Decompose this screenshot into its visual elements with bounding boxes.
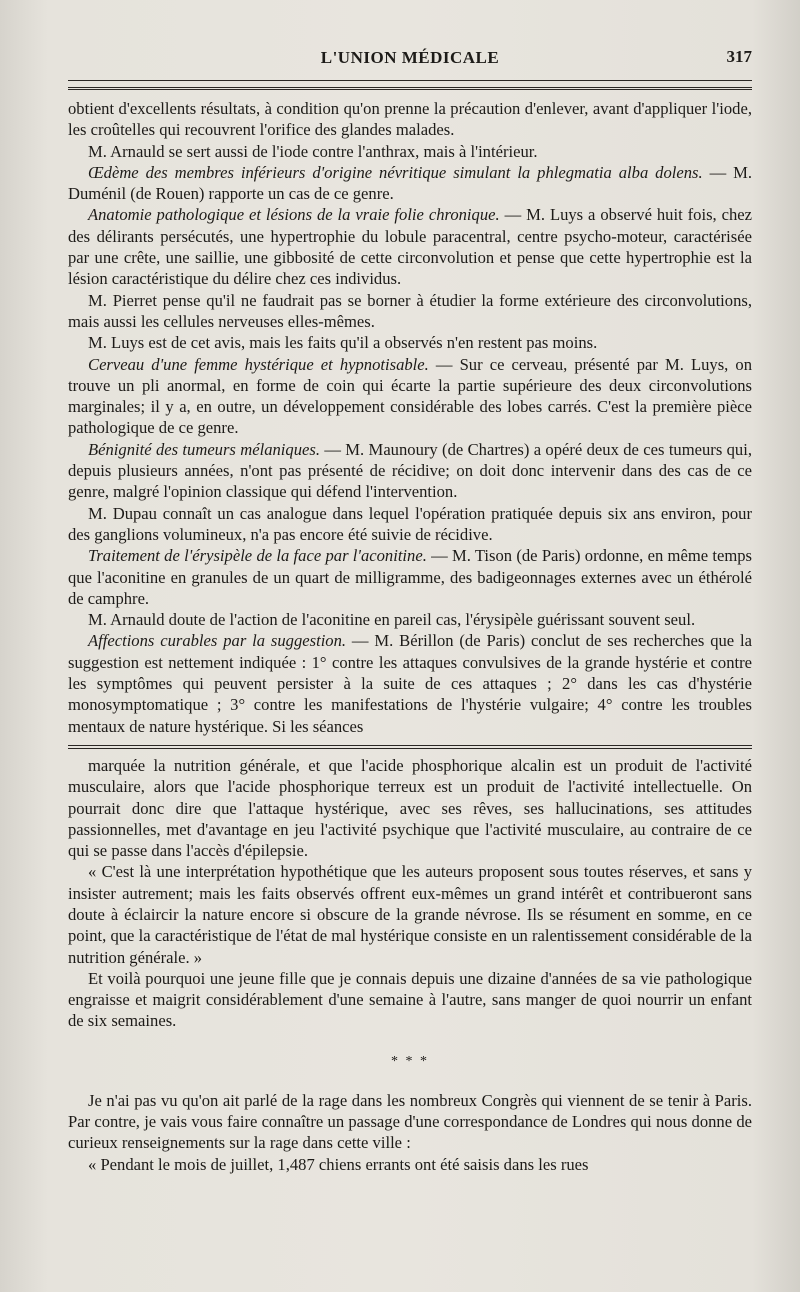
paragraph [68, 354, 752, 439]
paragraph: « C'est là une interprétation hypothétique que les auteurs proposent sous toutes réserves, et sans y insister autrement; mais les faits observés offrent eux-mêmes un grand intérêt et contribueront sans doute à éclaircir la nature encore si obscure de la grande névrose. Ils se résument en somme, en ce point, que la caractéristique de l'état de mal hystérique consiste en un ralentissement considérable de la nutrition générale. » [68, 862, 752, 967]
topic-heading: Bénignité des tumeurs mélaniques. [88, 439, 320, 459]
header-rule [68, 80, 752, 81]
topic-heading: Œdème des membres inférieurs d'origine névritique simulant la phlegmatia alba dolens. [88, 162, 703, 182]
paragraph [68, 162, 752, 205]
paragraph: M. Luys est de cet avis, mais les faits qu'il a observés n'en restent pas moins. [88, 333, 598, 353]
running-title: L'UNION MÉDICALE [320, 48, 500, 67]
paragraph-text: — Sur ce cerveau, présenté par M. Luys, on trouve un pli anormal, en forme de coin qui écarte la partie supérieure des deux circonvolutions marginales; il y a, en outre, un développement considérable des lobes carrés. C'est la première pièce pathologique de ce genre. [68, 354, 752, 438]
header-double-rule [68, 87, 752, 90]
topic-heading: Affections curables par la suggestion. [88, 631, 347, 651]
topic-heading: Cerveau d'une femme hystérique et hypnotisable. [88, 354, 429, 374]
paragraph-text: — M. Bérillon (de Paris) conclut de ses recherches que la suggestion est nettement indiquée : 1° contre les attaques convulsives de la grande hystérie et contre les symptômes qui peuvent persister à la suite de ces attaques ; 2° dans les cas d'hystérie monosymptomatique ; 3° contre les manifestations de l'hystérie vulgaire; 4° contre les troubles mentaux de nature hystérique. Si les séances [68, 631, 752, 736]
paragraph: « Pendant le mois de juillet, 1,487 chiens errants ont été saisis dans les rues [88, 1154, 589, 1174]
paragraph-text: — M. Tison (de Paris) ordonne, en même temps que l'aconitine en granules de un quart de milligramme, des badigeonnages externes avec un éthérolé de camphre. [68, 546, 752, 608]
topic-heading: Anatomie pathologique et lésions de la vraie folie chronique. [88, 205, 500, 225]
paragraph-text: — M. Luys a observé huit fois, chez des délirants persécutés, une hypertrophie du lobule paracentral, centre psycho-moteur, caractérisée par une crête, une saillie, une gibbosité de cette circonvolution et pense que cette hypertrophie est la lésion caractéristique du délire chez ces individus. [68, 205, 752, 289]
paragraph: M. Dupau connaît un cas analogue dans lequel l'opération pratiquée depuis six ans environ, pour des ganglions volumineux, n'a pas encore été suivie de récidive. [68, 503, 752, 544]
page-header [68, 40, 752, 78]
paragraph: Je n'ai pas vu qu'on ait parlé de la rage dans les nombreux Congrès qui viennent de se tenir à Paris. Par contre, je vais vous faire connaître un passage d'une correspondance de Londres qui nous donne de curieux renseignements sur la rage dans cette ville : [68, 1090, 752, 1153]
section-divider-rule [68, 745, 752, 749]
page-number: 317 [726, 47, 752, 66]
paragraph [68, 545, 752, 609]
paragraph [68, 439, 752, 503]
paragraph: obtient d'excellents résultats, à condition qu'on prenne la précaution d'enlever, avant d'appliquer l'iode, les croûtelles qui recouvrent l'orifice des glandes malades. [68, 99, 752, 140]
paragraph: M. Arnauld doute de l'action de l'aconitine en pareil cas, l'érysipèle guérissant souvent seul. [88, 610, 696, 630]
paragraph: marquée la nutrition générale, et que l'acide phosphorique alcalin est un produit de l'activité musculaire, alors que l'acide phosphorique terreux est un produit de l'activité intellectuelle. On pourrait donc dire que l'attaque hystérique, avec ses rêves, ses hallucinations, ses attitudes passionnelles, met d'avantage en jeu l'activité psychique que l'activité musculaire, au contraire de ce qui se passe dans l'accès d'épilepsie. [68, 755, 752, 861]
paragraph-text: — M. Duménil (de Rouen) rapporte un cas de ce genre. [68, 162, 753, 204]
lower-column [68, 755, 752, 1175]
paragraph [68, 204, 752, 289]
paragraph: M. Pierret pense qu'il ne faudrait pas se borner à étudier la forme extérieure des circonvolutions, mais aussi les cellules nerveuses elles-mêmes. [68, 290, 752, 331]
topic-heading: Traitement de l'érysipèle de la face par l'aconitine. [88, 546, 427, 566]
upper-column [68, 98, 752, 737]
paragraph: M. Arnauld se sert aussi de l'iode contre l'anthrax, mais à l'intérieur. [88, 141, 538, 161]
paragraph-text: — M. Maunoury (de Chartres) a opéré deux de ces tumeurs qui, depuis plusieurs années, n'ont pas présenté de récidive; on doit donc intervenir dans des cas de ce genre, malgré l'opinion classique qui défend l'intervention. [68, 439, 752, 502]
paragraph: Et voilà pourquoi une jeune fille que je connais depuis une dizaine d'années de sa vie pathologique engraisse et maigrit considérablement d'une semaine à l'autre, sans manger de quoi nourrir un enfant de six semaines. [68, 968, 752, 1031]
paragraph [68, 630, 752, 736]
asterism-separator: * * * [391, 1053, 429, 1069]
